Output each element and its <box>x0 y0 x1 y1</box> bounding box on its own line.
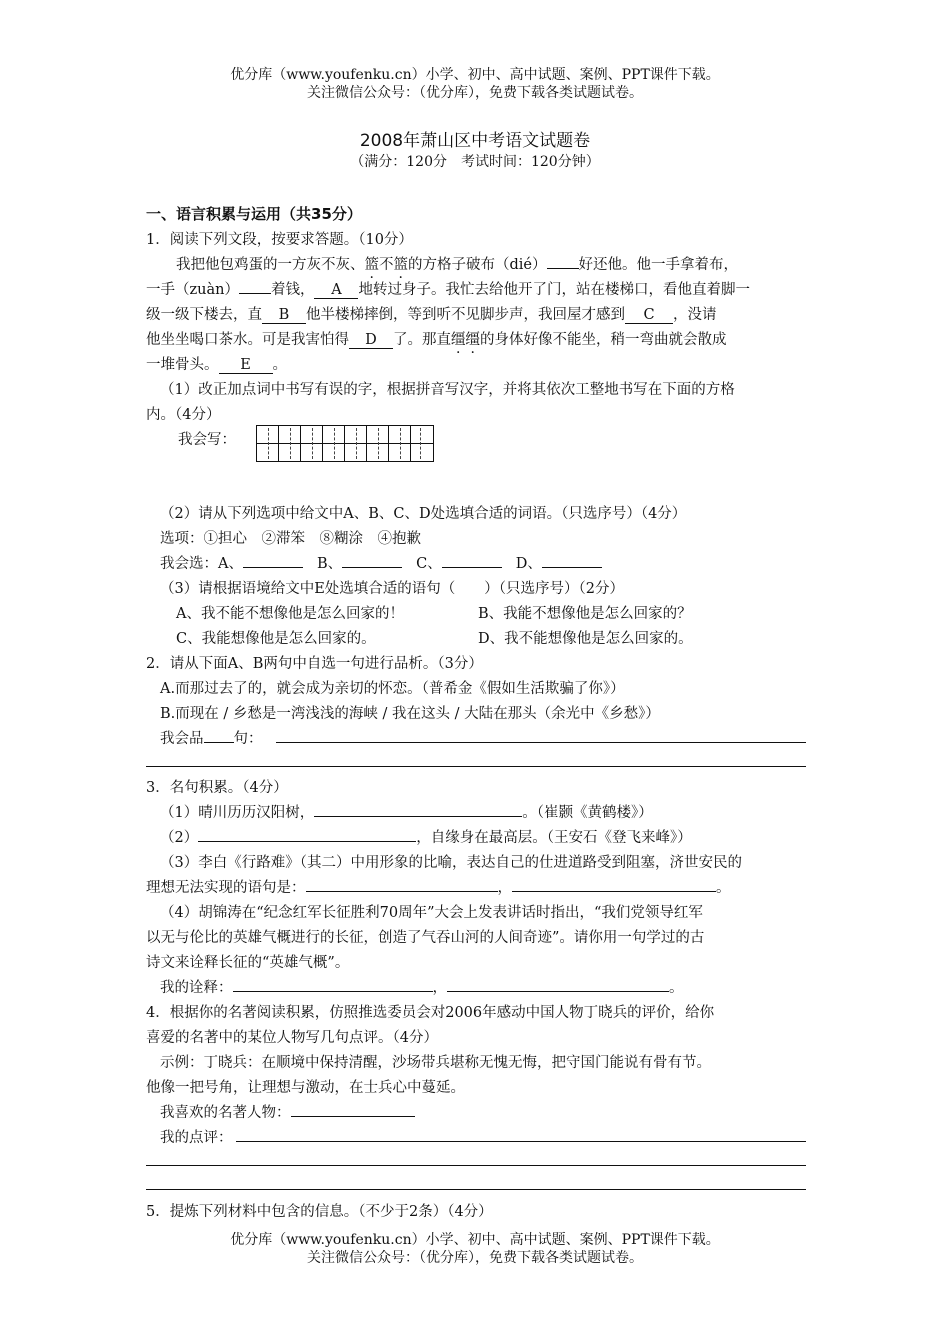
write-label: 我会写： <box>178 432 236 448</box>
text: 。 <box>716 880 731 896</box>
blank[interactable] <box>547 254 579 269</box>
text: 。（崔颢《黄鹤楼》） <box>522 805 653 821</box>
q1-options: 选项：①担心 ②滞笨 ⑧糊涂 ④抱歉 <box>160 531 421 547</box>
option-b: B、我能不想像他是怎么回家的？ <box>478 606 692 622</box>
blank-e[interactable]: E <box>219 357 273 374</box>
q1-passage-line-4 <box>146 328 727 349</box>
text: 的方格子破布（dié） <box>408 257 547 273</box>
text: 级一级下楼去，直 <box>146 307 262 323</box>
poem-blank[interactable] <box>512 877 716 892</box>
poem-blank[interactable] <box>306 877 498 892</box>
q3-line-3a: （3）李白《行路难》（其二）中用形象的比喻，表达自己的仕进道路受到阻塞，济世安民的 <box>160 855 742 871</box>
text: 了。那直 <box>393 332 451 348</box>
q2-answer-line[interactable] <box>276 742 806 743</box>
choose-b-blank[interactable] <box>342 553 402 568</box>
q3-line-4d <box>160 976 684 997</box>
q1-passage-line-1 <box>176 253 738 274</box>
writing-grid[interactable] <box>256 425 434 462</box>
grid-guide <box>378 428 379 459</box>
page-title: 2008年萧山区中考语文试题卷 <box>359 131 591 151</box>
text: 一手（zuàn） <box>146 282 239 298</box>
q1-passage-line-3 <box>146 303 717 324</box>
dotted-char: 篮 <box>393 257 408 273</box>
q3-line-3b <box>146 876 731 897</box>
q4-favorite <box>160 1101 415 1122</box>
blank-c[interactable]: C <box>625 307 673 324</box>
q4-example-1: 示例：丁晓兵：在顺境中保持清醒，沙场带兵堪称无愧无悔，把守国门能说有骨有节。 <box>160 1055 711 1071</box>
text: 的身体好像不能坐，稍一弯曲就会散成 <box>480 332 727 348</box>
q1-choose-row <box>160 552 602 573</box>
header-line-2: 关注微信公众号：（优分库），免费下载各类试题试卷。 <box>307 85 643 101</box>
page-subtitle: （满分：120分 考试时间：120分钟） <box>350 154 600 170</box>
grid-guide <box>312 428 313 459</box>
grid-guide <box>334 428 335 459</box>
blank-b[interactable]: B <box>262 307 306 324</box>
grid-guide <box>268 428 269 459</box>
q2-answer-line[interactable] <box>146 766 806 767</box>
poem-blank[interactable] <box>233 977 433 992</box>
choose-d-label: D、 <box>515 556 542 572</box>
q3-line-4b: 以无与伦比的英雄气概进行的长征，创造了气吞山河的人间奇迹”。请你用一句学过的古 <box>146 930 705 946</box>
text: 理想无法实现的语句是： <box>146 880 306 896</box>
text: 。 <box>669 980 684 996</box>
choose-b-label: B、 <box>316 556 343 572</box>
footer-line-2: 关注微信公众号：（优分库），免费下载各类试题试卷。 <box>307 1250 643 1266</box>
q3-stem: 3．名句积累。（4分） <box>146 780 288 796</box>
text: ，自缘身在最高层。（王安石《登飞来峰》） <box>416 830 692 846</box>
choose-c-blank[interactable] <box>442 553 502 568</box>
q1-sub3: （3）请根据语境给文中E处选填合适的语句（ ）（只选序号）（2分） <box>160 581 625 597</box>
q1-sub2: （2）请从下列选项中给文中A、B、C、D处选填合适的词语。（只选序号）（4分） <box>160 506 687 522</box>
q2-stem: 2．请从下面A、B两句中自选一句进行品析。（3分） <box>146 656 483 672</box>
text: 不 <box>379 257 394 273</box>
dotted-char: 缰 <box>451 332 466 348</box>
q1-stem: 1．阅读下列文段，按要求答题。（10分） <box>146 232 413 248</box>
text: ， <box>497 880 512 896</box>
choose-d-blank[interactable] <box>542 553 602 568</box>
grid-guide <box>400 428 401 459</box>
text: 着钱， <box>270 282 315 298</box>
q4-stem-2: 喜爱的名著中的某位人物写几句点评。（4分） <box>146 1030 438 1046</box>
q3-line-1 <box>160 801 653 822</box>
q4-example-2: 他像一把号角，让理想与激动，在士兵心中蔓延。 <box>146 1080 465 1096</box>
grid-guide <box>290 428 291 459</box>
q3-line-2 <box>160 826 692 847</box>
favorite-character-blank[interactable] <box>291 1102 415 1117</box>
header-line-1: 优分库（www.youfenku.cn）小学、初中、高中试题、案例、PPT课件下载。 <box>230 67 720 83</box>
text: 我把他包鸡蛋的一方灰不灰、 <box>176 257 365 273</box>
text: 我会品 <box>160 731 204 747</box>
blank-d[interactable]: D <box>349 332 393 349</box>
q1-passage-line-5 <box>146 353 287 374</box>
q2-sentence-a: A.而那过去了的，就会成为亲切的怀恋。（普希金《假如生活欺骗了你》） <box>160 681 625 697</box>
text: 好还他。他一手拿着布， <box>578 257 738 273</box>
text: 我的诠释： <box>160 980 233 996</box>
text: 他半楼梯摔倒，等到听不见脚步声，我回屋才感到 <box>306 307 625 323</box>
q4-stem-1: 4．根据你的名著阅读积累，仿照推选委员会对2006年感动中国人物丁晓兵的评价，给你 <box>146 1005 715 1021</box>
text: ，没请 <box>673 307 717 323</box>
poem-blank[interactable] <box>314 802 522 817</box>
poem-blank[interactable] <box>447 977 669 992</box>
choose-label: 我会选： <box>160 556 218 572</box>
text: 我喜欢的名著人物： <box>160 1105 291 1121</box>
sentence-choice-blank[interactable] <box>204 728 234 743</box>
q4-comment-line[interactable] <box>236 1141 806 1142</box>
q4-comment-line[interactable] <box>146 1189 806 1190</box>
grid-guide <box>356 428 357 459</box>
blank[interactable] <box>239 279 271 294</box>
dotted-char: 缰 <box>465 332 480 348</box>
text: 一堆骨头。 <box>146 357 219 373</box>
poem-blank[interactable] <box>198 827 416 842</box>
q1-sub1-line-1: （1）改正加点词中书写有误的字，根据拼音写汉字，并将其依次工整地书写在下面的方格 <box>160 382 735 398</box>
option-c: C、我能想像他是怎么回家的。 <box>176 631 376 647</box>
text: 他坐坐喝口茶水。可是我害怕得 <box>146 332 349 348</box>
section-heading: 一、语言积累与运用（共35分） <box>146 205 362 223</box>
choose-a-label: A、 <box>218 556 243 572</box>
dotted-char: 篮 <box>364 257 379 273</box>
q1-sub1-line-2: 内。（4分） <box>146 407 221 423</box>
choose-c-label: C、 <box>416 556 442 572</box>
text: （1）晴川历历汉阳树， <box>160 805 315 821</box>
text: （2） <box>160 830 199 846</box>
text: 句： <box>233 731 263 747</box>
q2-sentence-b: B.而现在 / 乡愁是一湾浅浅的海峡 / 我在这头 / 大陆在那头（余光中《乡愁》） <box>160 706 660 722</box>
q4-comment-label: 我的点评： <box>160 1130 233 1146</box>
text: 地转过身子。我忙去给他开了门，站在楼梯口，看他直着脚一 <box>358 282 750 298</box>
choose-a-blank[interactable] <box>243 553 303 568</box>
text: ， <box>432 980 447 996</box>
q1-passage-line-2 <box>146 278 750 299</box>
text: 。 <box>272 357 287 373</box>
blank-a[interactable]: A <box>314 282 358 299</box>
q3-line-4c: 诗文来诠释长征的“英雄气概”。 <box>146 955 350 971</box>
q3-line-4a: （4）胡锦涛在“纪念红军长征胜利70周年”大会上发表讲话时指出，“我们党领导红军 <box>160 905 703 921</box>
grid-guide <box>420 428 421 459</box>
q4-comment-line[interactable] <box>146 1165 806 1166</box>
q5-stem: 5．提炼下列材料中包含的信息。（不少于2条）（4分） <box>146 1204 493 1220</box>
option-a: A、我不能不想像他是怎么回家的！ <box>176 606 404 622</box>
q2-answer-label <box>160 727 263 748</box>
footer-line-1: 优分库（www.youfenku.cn）小学、初中、高中试题、案例、PPT课件下载。 <box>230 1232 720 1248</box>
option-d: D、我不能想像他是怎么回家的。 <box>478 631 693 647</box>
